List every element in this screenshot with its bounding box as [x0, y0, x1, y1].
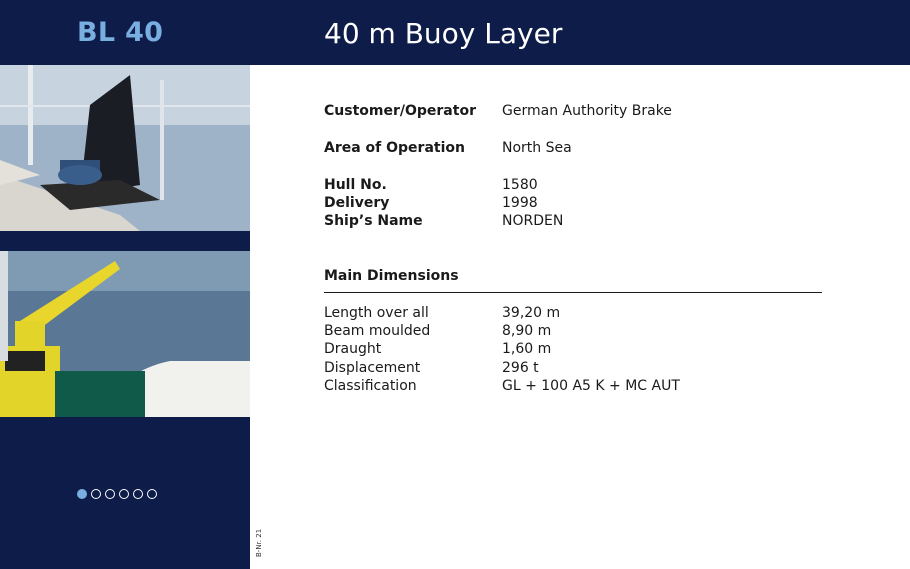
section-heading: Main Dimensions [324, 268, 459, 284]
dim-value: 8,90 m [502, 323, 552, 339]
section-divider [324, 292, 822, 293]
pager-dot-4[interactable] [119, 489, 129, 499]
model-code: BL 40 [77, 17, 164, 48]
pager-dot-5[interactable] [133, 489, 143, 499]
dim-label: Length over all [324, 305, 429, 321]
header-bar [0, 0, 910, 65]
delivery-value: 1998 [502, 195, 538, 211]
image-pager [77, 489, 157, 499]
hull-label: Hull No. [324, 177, 387, 193]
delivery-label: Delivery [324, 195, 390, 211]
dim-label: Classification [324, 378, 417, 394]
dim-value: 1,60 m [502, 341, 552, 357]
deck-winch-photo [0, 65, 250, 231]
dim-value: 296 t [502, 360, 539, 376]
pager-dot-3[interactable] [105, 489, 115, 499]
pager-dot-6[interactable] [147, 489, 157, 499]
area-label: Area of Operation [324, 140, 465, 156]
dim-label: Draught [324, 341, 382, 357]
ship-name-label: Ship’s Name [324, 213, 423, 229]
sheet-number: B-Nr. 21 [255, 528, 263, 557]
dim-value: 39,20 m [502, 305, 561, 321]
page-title: 40 m Buoy Layer [324, 17, 563, 50]
customer-label: Customer/Operator [324, 103, 476, 119]
dim-label: Beam moulded [324, 323, 431, 339]
dim-label: Displacement [324, 360, 421, 376]
dim-value: GL + 100 A5 K + MC AUT [502, 378, 680, 394]
customer-value: German Authority Brake [502, 103, 672, 119]
pager-dot-1[interactable] [77, 489, 87, 499]
hull-value: 1580 [502, 177, 538, 193]
area-value: North Sea [502, 140, 572, 156]
crane-photo [0, 251, 250, 417]
pager-dot-2[interactable] [91, 489, 101, 499]
ship-name-value: NORDEN [502, 213, 564, 229]
